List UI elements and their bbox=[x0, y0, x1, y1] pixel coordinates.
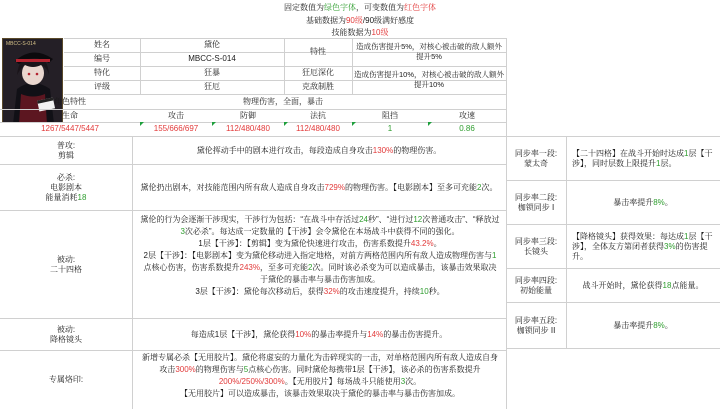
deep-label: 狂厄深化 bbox=[302, 68, 334, 77]
passive-24-frames-label: 被动: 二十四格 bbox=[50, 254, 82, 274]
comment-marker bbox=[352, 122, 356, 126]
legend-text-2: ，可变数值为 bbox=[356, 3, 404, 12]
block-label: 阻挡 bbox=[382, 110, 398, 120]
speed-label: 攻速 bbox=[459, 110, 475, 120]
code-label: 编号 bbox=[94, 54, 110, 63]
portrait-tag: MBCC-S-014 bbox=[6, 41, 36, 47]
exclusive-imprint-desc: 新增专属必杀【无用胶片】。黛伦将虚妄的力量化为击碎现实的一击，对单格范围内所有敌人造成自身攻击300%的物理伤害与5点核心伤害。同时黛伦每携带1层【干涉】，该必杀的伤害系数提升200%/250%/300%。【无用胶片】每场战斗只能使用3次。 【无用胶片】可以造成暴击，该暴击效果取决于黛伦的暴击率与暴击伤害加成。 bbox=[142, 353, 498, 398]
base-level-text: 基础数据为 bbox=[305, 16, 346, 25]
sync-1-label: 同步率一段: 蒙太奇 bbox=[514, 148, 558, 168]
name-value: 黛伦 bbox=[204, 40, 220, 49]
atk-label: 攻击 bbox=[168, 110, 184, 120]
sync-5-desc: 暴击率提升8%。 bbox=[613, 320, 673, 330]
ultimate-label: 必杀: 电影剧本 能量消耗18 bbox=[45, 172, 87, 202]
hp-value: 1267/5447/5447 bbox=[41, 124, 99, 133]
trait-value: 狂暴 bbox=[204, 68, 220, 77]
sync-5-label: 同步率五段: 枷锁同步 II bbox=[514, 315, 558, 335]
legend-red: 红色字体 bbox=[404, 3, 436, 12]
mag-value: 112/480/480 bbox=[296, 124, 340, 133]
deep-value: 造成伤害提升10%，对核心被击破的敌人额外提升10% bbox=[354, 70, 505, 89]
skill-level-text: 技能数据为 bbox=[331, 28, 372, 37]
trait-label: 特化 bbox=[94, 68, 110, 77]
mag-label: 法抗 bbox=[310, 110, 326, 120]
limit-label: 克敌制胜 bbox=[302, 82, 334, 91]
feature-label: 特性 bbox=[310, 47, 326, 56]
base-level-suffix: /90级满好感度 bbox=[362, 16, 415, 25]
sync-3-label: 同步率三段: 长镜头 bbox=[514, 236, 558, 256]
normal-attack-label: 普攻: 剪辑 bbox=[56, 140, 76, 160]
char-trait-label: 角色特性 bbox=[54, 97, 86, 106]
skill-level-line bbox=[0, 27, 720, 38]
ultimate-desc: 黛伦扔出剧本，对技能范围内所有敌人造成自身攻击729%的物理伤害。【电影剧本】至多可充能2次。 bbox=[140, 182, 498, 192]
sync-1-desc: 【二十四格】在战斗开始时达成1层【干涉】，同时层数上限提升1层。 bbox=[572, 149, 713, 168]
atk-value: 155/666/697 bbox=[153, 124, 199, 133]
skill-level-value: 10级 bbox=[371, 28, 389, 37]
comment-marker bbox=[284, 122, 288, 126]
code-value: MBCC-S-014 bbox=[188, 54, 236, 63]
sync-4-label: 同步率四段: 初始能量 bbox=[514, 275, 558, 295]
passive-slow-motion-desc: 每造成1层【干涉】，黛伦获得10%的暴击率提升与14%的暴击伤害提升。 bbox=[190, 329, 448, 339]
rating-value: 狂厄 bbox=[204, 82, 220, 91]
base-level-value: 90级 bbox=[345, 16, 363, 25]
comment-marker bbox=[428, 122, 432, 126]
comment-marker bbox=[212, 122, 216, 126]
sync-2-label: 同步率二段: 枷锁同步 I bbox=[514, 192, 558, 212]
passive-24-frames-desc: 黛伦的行为会逐渐干涉现实，干涉行为包括：“在战斗中存活过24秒”、“进行过12次普通攻击”、“释放过3次必杀”。每达成一定数量的【干涉】会令黛伦在本场战斗中获得不同的强化。 1层【干涉】：【剪辑】变为黛伦快速进行攻击，伤害系数提升43.2%。 2层【干涉】：【电影剧本】变为黛伦移动进入指定地格，对前方两格范围内所有敌人造成物理伤害与1点核心伤害，伤害系数提升243%，至多可充能2次。同时该必杀变为可以造成暴击，该暴击效果取决于黛伦的暴击率与暴击伤害加成。 3层【干涉】：黛伦每次移动后，获得32%的攻击速度提升，持续10秒。 bbox=[140, 215, 500, 296]
def-label: 防御 bbox=[240, 110, 256, 120]
sync-3-desc: 【降格镜头】获得效果：每达成1层【干涉】，全体友方第闭者获得3%的伤害提升。 bbox=[572, 231, 713, 261]
sync-4-desc: 战斗开始时，黛伦获得18点能量。 bbox=[582, 280, 704, 290]
legend-text: 固定数值为 bbox=[284, 3, 324, 12]
block-value: 1 bbox=[387, 124, 393, 133]
sync-2-desc: 暴击率提升8%。 bbox=[613, 197, 673, 207]
legend-green: 绿色字体 bbox=[324, 3, 356, 12]
speed-value: 0.86 bbox=[459, 124, 475, 133]
exclusive-imprint-label: 专属烙印: bbox=[48, 375, 84, 384]
char-trait-value: 物理伤害，全面，暴击 bbox=[243, 97, 323, 106]
passive-slow-motion-label: 被动: 降格镜头 bbox=[50, 324, 82, 344]
hp-label: 生命 bbox=[62, 110, 78, 120]
feature-value: 造成伤害提升5%，对核心被击破的敌人额外提升5% bbox=[356, 42, 502, 61]
name-label: 姓名 bbox=[94, 40, 110, 49]
normal-attack-desc: 黛伦挥动手中的剧本进行攻击，每段造成自身攻击130%的物理伤害。 bbox=[196, 145, 442, 155]
def-value: 112/480/480 bbox=[226, 124, 270, 133]
base-level-line bbox=[0, 15, 720, 26]
legend-line bbox=[0, 2, 720, 13]
rating-label: 评级 bbox=[94, 82, 110, 91]
comment-marker bbox=[140, 122, 144, 126]
